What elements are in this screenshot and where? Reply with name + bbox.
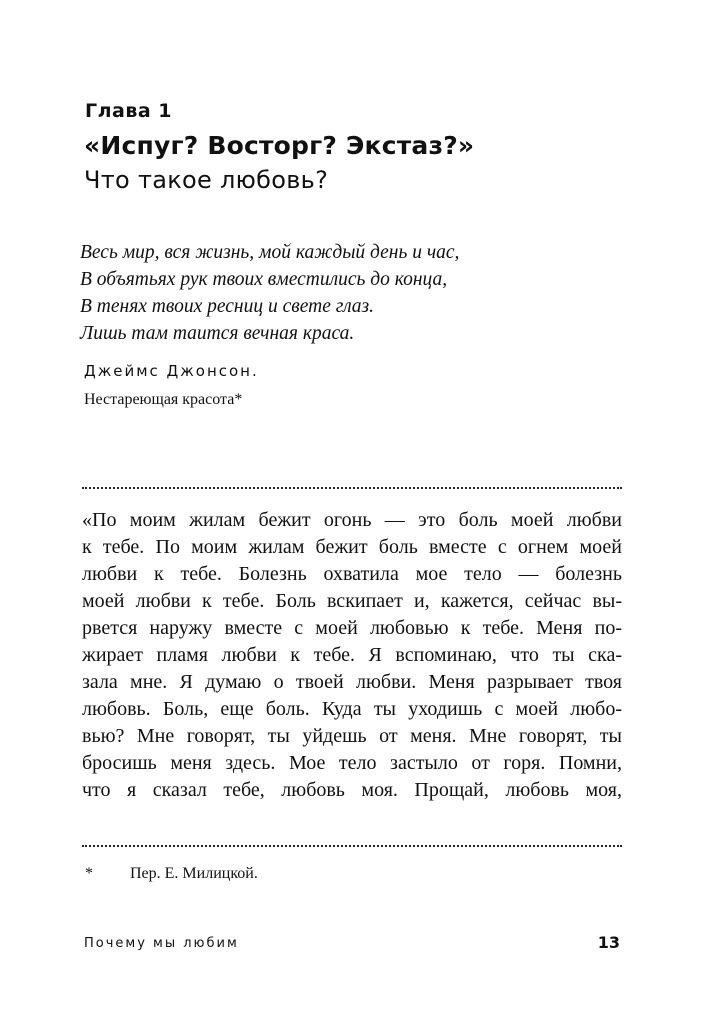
epigraph-line: В тенях твоих ресниц и свете глаз. xyxy=(80,296,375,317)
dotted-divider-top xyxy=(82,487,622,489)
chapter-subtitle: Что такое любовь? xyxy=(84,166,329,194)
page-number: 13 xyxy=(597,933,620,952)
footnote-mark: * xyxy=(85,865,93,882)
dotted-divider-bottom xyxy=(82,845,622,847)
epigraph xyxy=(80,239,620,347)
body-line: моей любви к тебе. Боль вскипает и, кажется, сейчас вы- xyxy=(82,590,622,612)
body-line: вью? Мне говорят, ты уйдешь от меня. Мне говорят, ты xyxy=(82,725,622,747)
body-line: любви к тебе. Болезнь охватила мое тело — болезнь xyxy=(82,563,622,585)
body-line: бросишь меня здесь. Мое тело застыло от горя. Помни, xyxy=(82,752,622,774)
body-text xyxy=(82,507,622,804)
epigraph-line: Лишь там таится вечная краса. xyxy=(80,323,355,344)
chapter-label: Глава 1 xyxy=(85,100,173,122)
footnote-text: Пер. Е. Милицкой. xyxy=(130,865,258,882)
footnote xyxy=(85,865,258,883)
epigraph-line: В объятьях рук твоих вместились до конца, xyxy=(80,269,448,290)
epigraph-line: Весь мир, вся жизнь, мой каждый день и час, xyxy=(80,242,460,263)
epigraph-author: Джеймс Джонсон. xyxy=(84,362,259,380)
epigraph-source: Нестареющая красота* xyxy=(84,391,243,408)
running-head: Почему мы любим xyxy=(84,936,239,951)
body-line: рвется наружу вместе с моей любовью к тебе. Меня по- xyxy=(82,617,622,639)
body-line: любовь. Боль, еще боль. Куда ты уходишь с моей любо- xyxy=(82,698,622,720)
body-line: «По моим жилам бежит огонь — это боль моей любви xyxy=(82,509,622,531)
body-line: что я сказал тебе, любовь моя. Прощай, любовь моя, xyxy=(82,779,622,801)
chapter-title: «Испуг? Восторг? Экстаз?» xyxy=(84,131,475,160)
body-line: жирает пламя любви к тебе. Я вспоминаю, что ты ска- xyxy=(82,644,622,666)
body-line: к тебе. По моим жилам бежит боль вместе с огнем моей xyxy=(82,536,622,558)
body-line: зала мне. Я думаю о твоей любви. Меня разрывает твоя xyxy=(82,671,622,693)
